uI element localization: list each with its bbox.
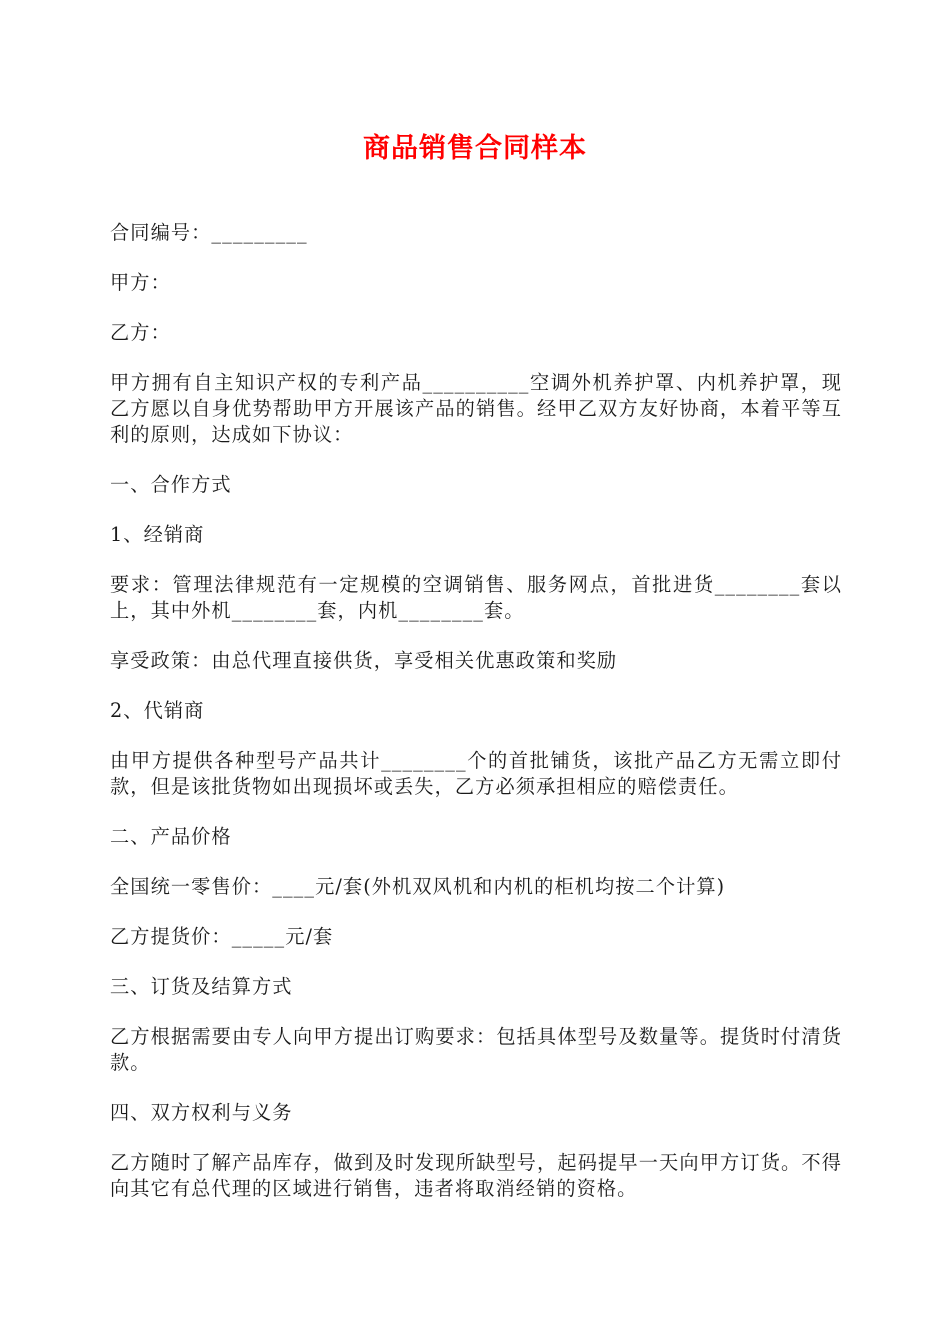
document-title: 商品销售合同样本 xyxy=(363,133,587,164)
section-heading-ordering: 三、订货及结算方式 xyxy=(110,975,293,998)
retail-price-line: 全国统一零售价：____元/套(外机双风机和内机的柜机均按二个计算) xyxy=(110,875,726,898)
dealer-policy-paragraph: 享受政策：由总代理直接供货，享受相关优惠政策和奖励 xyxy=(110,649,618,672)
section-heading-cooperation: 一、合作方式 xyxy=(110,473,232,496)
section-heading-price: 二、产品价格 xyxy=(110,825,232,848)
subsection-heading-agent: 2、代销商 xyxy=(110,699,205,722)
contract-number-line: 合同编号：_________ xyxy=(110,221,308,244)
section-heading-rights: 四、双方权利与义务 xyxy=(110,1101,293,1124)
party-b-line: 乙方： xyxy=(110,321,171,344)
subsection-heading-dealer: 1、经销商 xyxy=(110,523,205,546)
pickup-price-line: 乙方提货价：_____元/套 xyxy=(110,925,334,948)
dealer-requirements-paragraph: 要求：管理法律规范有一定规模的空调销售、服务网点，首批进货________套以上，其中外机________套，内机________套。 xyxy=(110,573,842,622)
party-a-line: 甲方： xyxy=(110,271,171,294)
ordering-paragraph: 乙方根据需要由专人向甲方提出订购要求：包括具体型号及数量等。提货时付清货款。 xyxy=(110,1025,842,1074)
agent-terms-paragraph: 由甲方提供各种型号产品共计________个的首批铺货，该批产品乙方无需立即付款，但是该批货物如出现损坏或丢失，乙方必须承担相应的赔偿责任。 xyxy=(110,749,842,798)
document-body xyxy=(110,220,842,1226)
intro-paragraph: 甲方拥有自主知识产权的专利产品__________空调外机养护罩、内机养护罩，现乙方愿以自身优势帮助甲方开展该产品的销售。经甲乙双方友好协商，本着平等互利的原则，达成如下协议： xyxy=(110,371,842,446)
rights-paragraph: 乙方随时了解产品库存，做到及时发现所缺型号，起码提早一天向甲方订货。不得向其它有总代理的区域进行销售，违者将取消经销的资格。 xyxy=(110,1151,842,1200)
